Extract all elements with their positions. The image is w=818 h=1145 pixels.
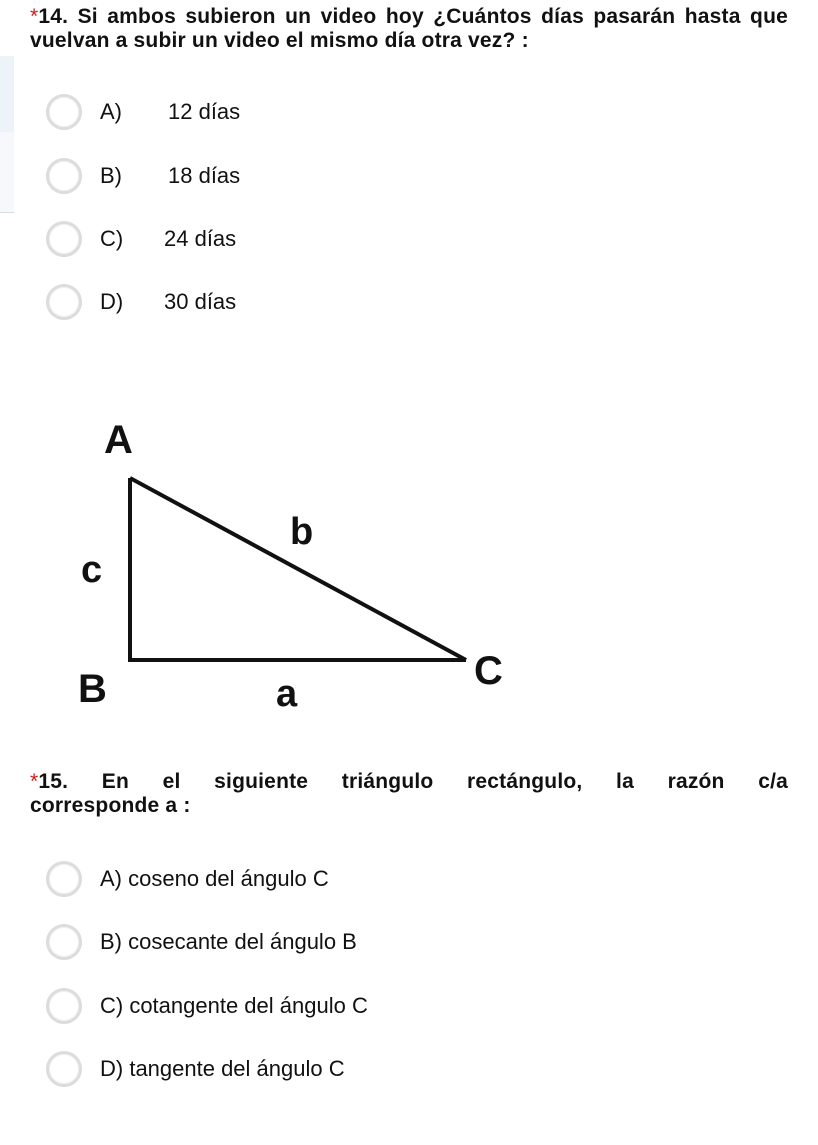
option-label: 30 días bbox=[164, 289, 237, 314]
option-letter: D) bbox=[100, 289, 124, 314]
vertex-label-b: B bbox=[78, 667, 107, 711]
vertex-label-c: C bbox=[474, 649, 503, 693]
option-label: C) cotangente del ángulo C bbox=[100, 993, 368, 1018]
option-label: D) tangente del ángulo C bbox=[100, 1056, 345, 1081]
q14-option-b[interactable] bbox=[46, 154, 240, 198]
question-15-title bbox=[30, 770, 788, 818]
triangle-side-b bbox=[130, 478, 466, 660]
side-label-b: b bbox=[290, 511, 314, 553]
question-14-text: 14. Si ambos subieron un video hoy ¿Cuántos días pasarán hasta que vuelvan a subir un video el mismo día otra vez? : bbox=[30, 5, 788, 52]
option-label: B) cosecante del ángulo B bbox=[100, 929, 357, 954]
radio-button[interactable] bbox=[46, 988, 82, 1024]
left-edge-highlight bbox=[0, 56, 14, 132]
q14-option-d[interactable] bbox=[46, 280, 236, 324]
option-label: 18 días bbox=[168, 163, 241, 188]
question-15-text-2: corresponde a : bbox=[30, 794, 191, 817]
right-triangle-figure bbox=[0, 410, 540, 720]
left-edge-divider bbox=[0, 212, 14, 213]
radio-button[interactable] bbox=[46, 94, 82, 130]
option-label: 24 días bbox=[164, 226, 237, 251]
q15-option-a[interactable] bbox=[46, 857, 329, 901]
radio-button[interactable] bbox=[46, 924, 82, 960]
q14-option-a[interactable] bbox=[46, 90, 240, 134]
required-asterisk: * bbox=[30, 770, 39, 793]
question-15-line-1 bbox=[30, 770, 788, 794]
vertex-label-a: A bbox=[104, 418, 133, 462]
radio-button[interactable] bbox=[46, 221, 82, 257]
option-label: 12 días bbox=[168, 99, 241, 124]
question-15-text-1: 15. En el siguiente triángulo rectángulo, la razón c/a bbox=[38, 770, 788, 793]
radio-button[interactable] bbox=[46, 158, 82, 194]
option-letter: A) bbox=[100, 99, 122, 124]
option-letter: B) bbox=[100, 163, 122, 188]
option-label: A) coseno del ángulo C bbox=[100, 866, 329, 891]
q14-option-c[interactable] bbox=[46, 217, 236, 261]
left-edge-highlight bbox=[0, 132, 14, 212]
radio-button[interactable] bbox=[46, 1051, 82, 1087]
radio-button[interactable] bbox=[46, 284, 82, 320]
option-letter: C) bbox=[100, 226, 124, 251]
q15-option-d[interactable] bbox=[46, 1047, 345, 1091]
q15-option-c[interactable] bbox=[46, 984, 368, 1028]
side-label-c: c bbox=[81, 549, 103, 591]
side-label-a: a bbox=[276, 673, 298, 715]
question-14-title bbox=[30, 5, 788, 53]
required-asterisk: * bbox=[30, 5, 39, 28]
q15-option-b[interactable] bbox=[46, 920, 357, 964]
radio-button[interactable] bbox=[46, 861, 82, 897]
